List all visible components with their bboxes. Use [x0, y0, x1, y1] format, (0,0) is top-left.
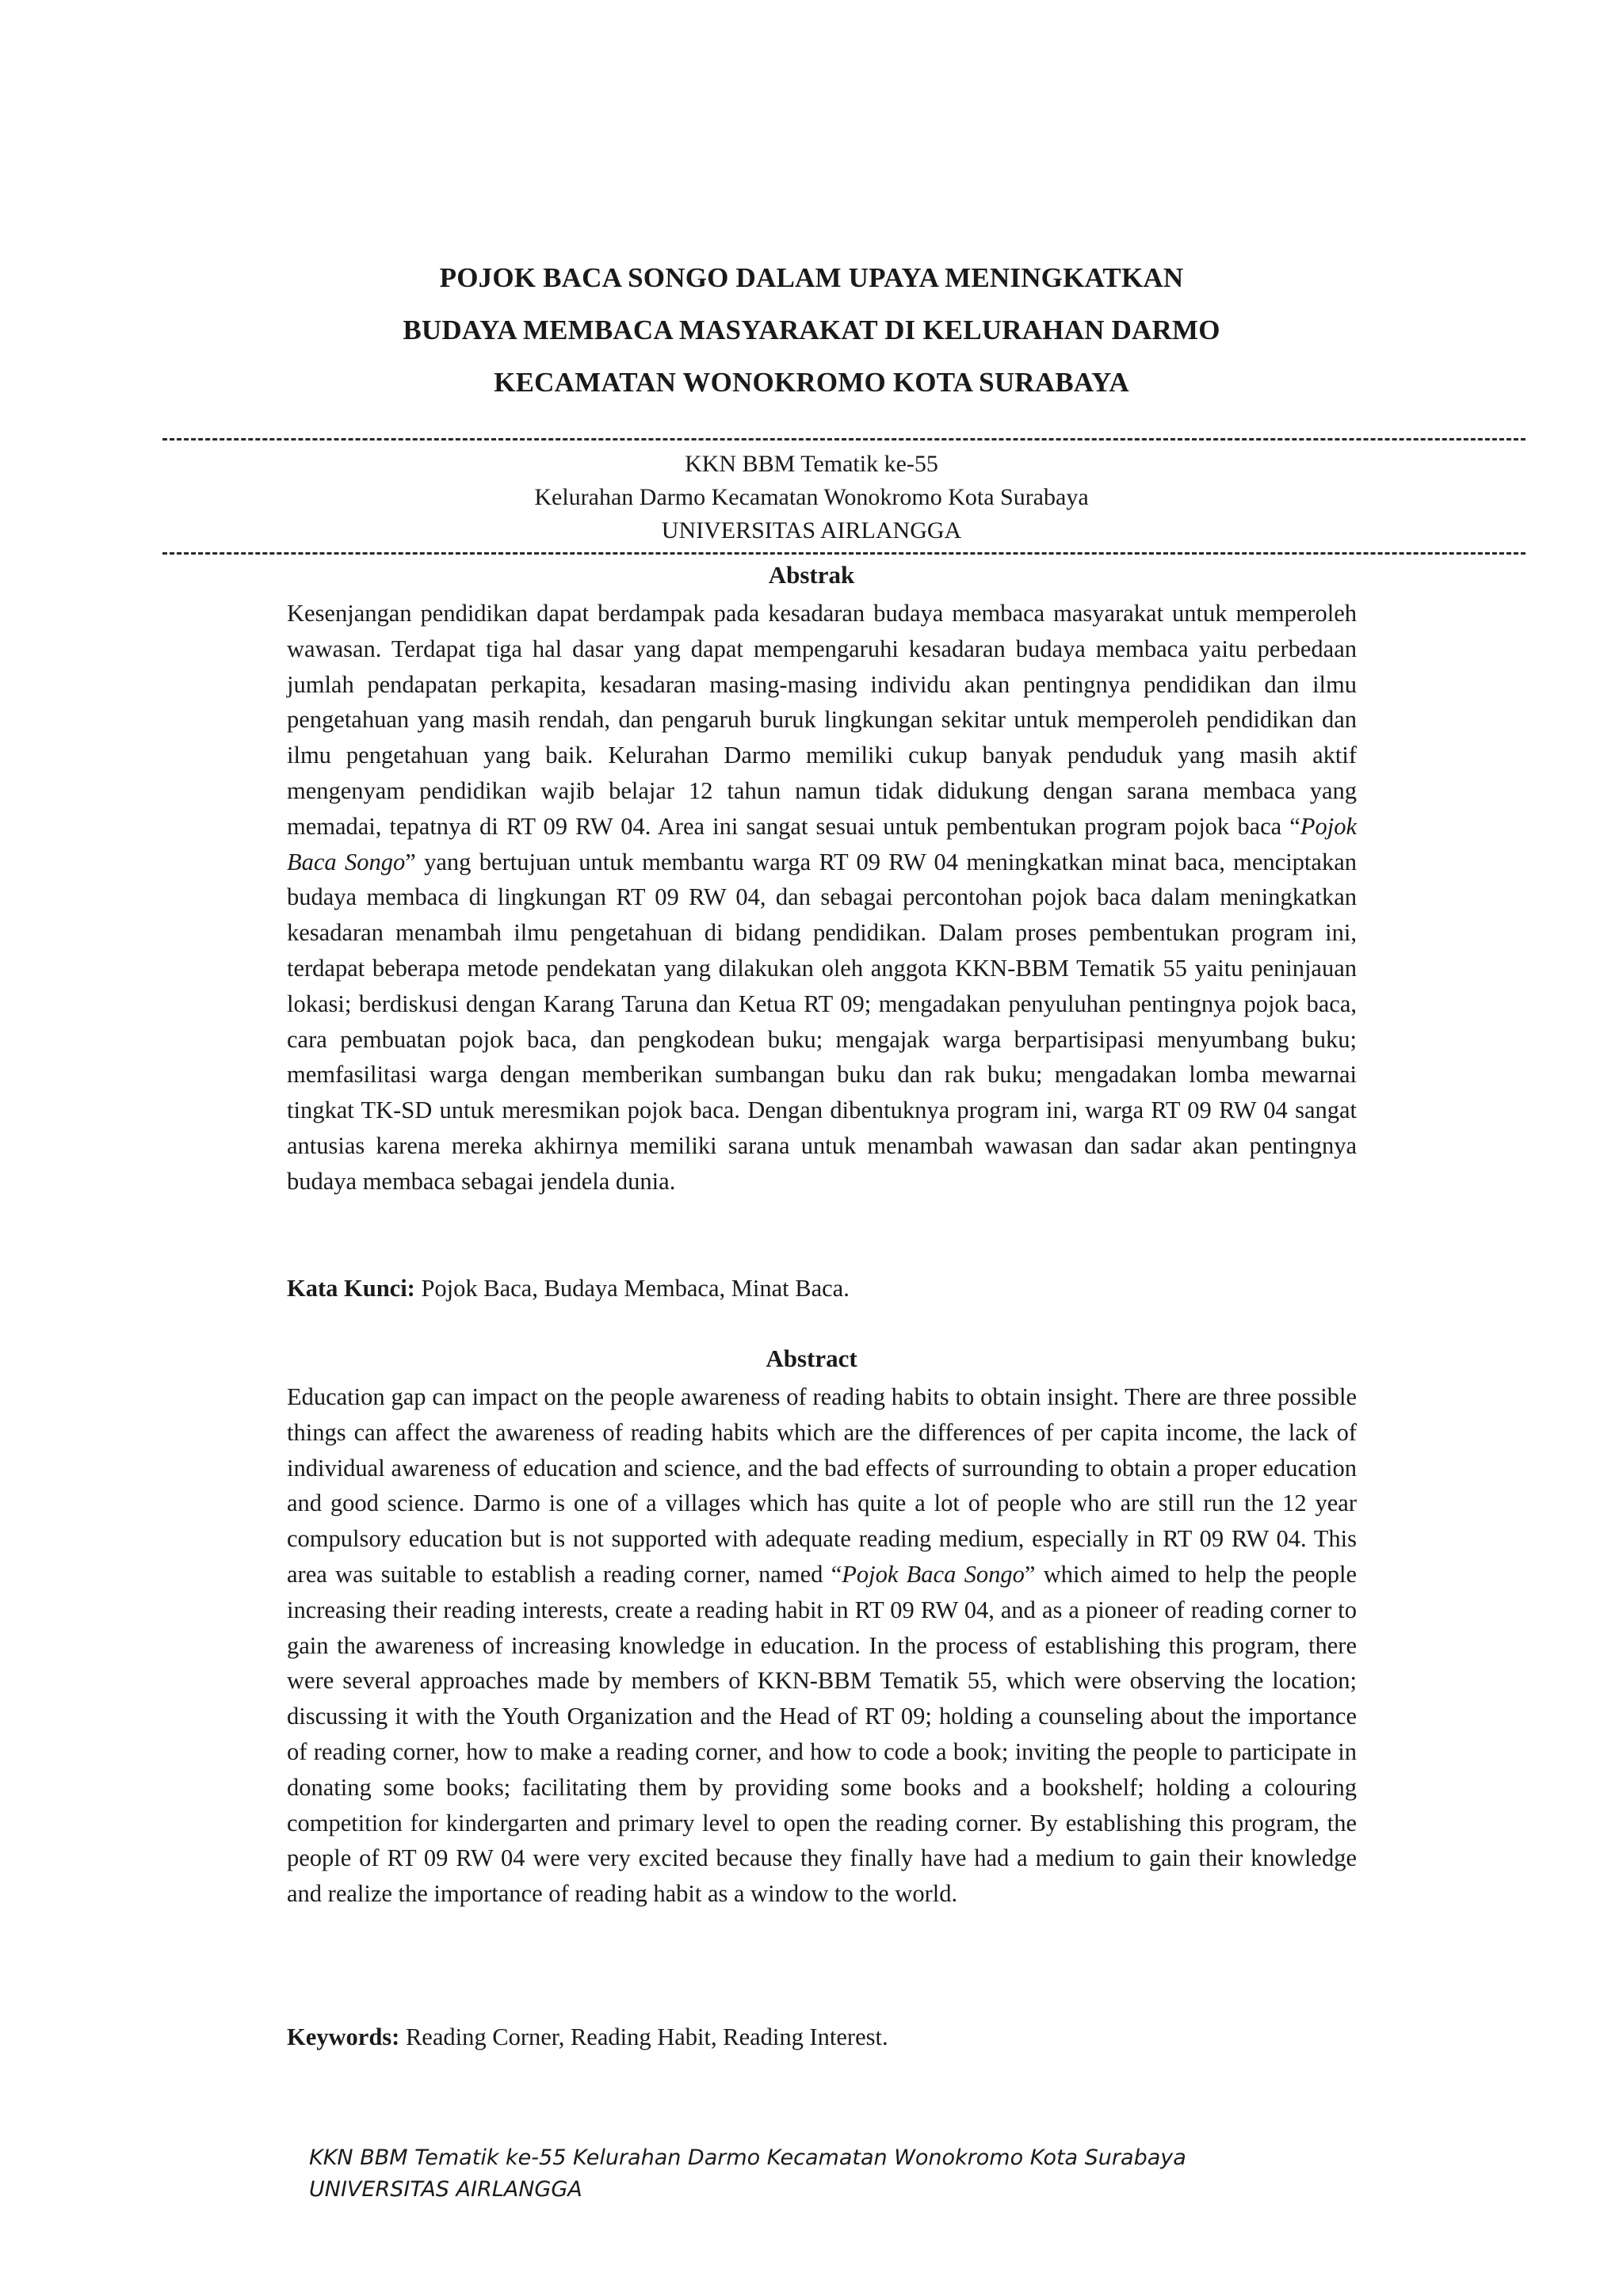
affiliation-location: Kelurahan Darmo Kecamatan Wonokromo Kota Surabaya — [534, 484, 1089, 510]
abstrak-keywords-text: Pojok Baca, Budaya Membaca, Minat Baca. — [414, 1275, 850, 1302]
affiliation-block — [0, 448, 1623, 547]
page-footer — [309, 2142, 1186, 2206]
abstract-text-after: ” which aimed to help the people increasing their reading interests, create a reading habit in RT 09 RW 04, and as a pioneer of reading corner to gain the awareness of increasing knowledge in education. In the process of establishing this program, there were several approaches made by members of KKN-BBM Tematik 55, which were observing the location; discussing it with the Youth Organization and the Head of RT 09; holding a counseling about the importance of reading corner, how to make a reading corner, and how to code a book; inviting the people to participate in donating some books; facilitating them by providing some books and a bookshelf; holding a colouring competition for kindergarten and primary level to open the reading corner. By establishing this program, the people of RT 09 RW 04 were very excited because they finally have had a medium to gain their knowledge and realize the importance of reading habit as a window to the world. — [287, 1560, 1357, 1908]
abstrak-heading: Abstrak — [768, 561, 855, 589]
abstract-body — [287, 1379, 1357, 1912]
dashed-divider-top — [162, 438, 1526, 441]
footer-line-1: KKN BBM Tematik ke-55 Kelurahan Darmo Kecamatan Wonokromo Kota Surabaya — [309, 2145, 1186, 2170]
title-line-1: POJOK BACA SONGO DALAM UPAYA MENINGKATKAN — [439, 262, 1184, 293]
footer-line-2: UNIVERSITAS AIRLANGGA — [309, 2177, 582, 2202]
abstract-italic-title: Pojok Baca Songo — [842, 1560, 1025, 1588]
abstract-keywords — [287, 2019, 888, 2054]
abstrak-text-before: Kesenjangan pendidikan dapat berdampak pada kesadaran budaya membaca masyarakat untuk memperoleh wawasan. Terdapat tiga hal dasar yang dapat mempengaruhi kesadaran budaya membaca yaitu perbedaan jumlah pendapatan perkapita, kesadaran masing-masing individu akan pentingnya pendidikan dan ilmu pengetahuan yang masih rendah, dan pengaruh buruk lingkungan sekitar untuk memperoleh pendidikan dan ilmu pengetahuan yang baik. Kelurahan Darmo memiliki cukup banyak penduduk yang masih aktif mengenyam pendidikan wajib belajar 12 tahun namun tidak didukung dengan sarana membaca yang memadai, tepatnya di RT 09 RW 04. Area ini sangat sesuai untuk pembentukan program pojok baca “ — [287, 600, 1357, 840]
affiliation-university: UNIVERSITAS AIRLANGGA — [661, 517, 962, 543]
dashed-divider-bottom — [162, 552, 1526, 555]
abstrak-text-after: ” yang bertujuan untuk membantu warga RT 09 RW 04 meningkatkan minat baca, menciptakan budaya membaca di lingkungan RT 09 RW 04, dan sebagai percontohan pojok baca dalam meningkatkan kesadaran menambah ilmu pengetahuan di bidang pendidikan. Dalam proses pembentukan program ini, terdapat beberapa metode pendekatan yang dilakukan oleh anggota KKN-BBM Tematik 55 yaitu peninjauan lokasi; berdiskusi dengan Karang Taruna dan Ketua RT 09; mengadakan penyuluhan pentingnya pojok baca, cara pembuatan pojok baca, dan pengkodean buku; mengajak warga berpartisipasi menyumbang buku; memfasilitasi warga dengan memberikan sumbangan buku dan rak buku; mengadakan lomba mewarnai tingkat TK-SD untuk meresmikan pojok baca. Dengan dibentuknya program ini, warga RT 09 RW 04 sangat antusias karena mereka akhirnya memiliki sarana untuk menambah wawasan dan sadar akan pentingnya budaya membaca sebagai jendela dunia. — [287, 848, 1357, 1195]
abstract-keywords-text: Reading Corner, Reading Habit, Reading Interest. — [399, 2023, 888, 2050]
abstract-keywords-label: Keywords: — [287, 2023, 400, 2050]
abstrak-body — [287, 596, 1357, 1199]
abstract-heading: Abstract — [766, 1344, 857, 1372]
affiliation-program: KKN BBM Tematik ke-55 — [685, 451, 938, 477]
abstrak-italic-title: Pojok Baca Songo — [287, 812, 1357, 875]
abstract-text-before: Education gap can impact on the people awareness of reading habits to obtain insight. There are three possible things can affect the awareness of reading habits which are the differences of per capita income, the lack of individual awareness of education and science, and the bad effects of surrounding to obtain a proper education and good science. Darmo is one of a villages which has quite a lot of people who are still run the 12 year compulsory education but is not supported with adequate reading medium, especially in RT 09 RW 04. This area was suitable to establish a reading corner, named “ — [287, 1383, 1357, 1588]
abstrak-keywords-label: Kata Kunci: — [287, 1275, 415, 1302]
abstrak-keywords — [287, 1271, 850, 1306]
title-line-2: BUDAYA MEMBACA MASYARAKAT DI KELURAHAN DARMO — [403, 315, 1220, 345]
title-line-3: KECAMATAN WONOKROMO KOTA SURABAYA — [494, 367, 1129, 398]
paper-title — [0, 252, 1623, 409]
